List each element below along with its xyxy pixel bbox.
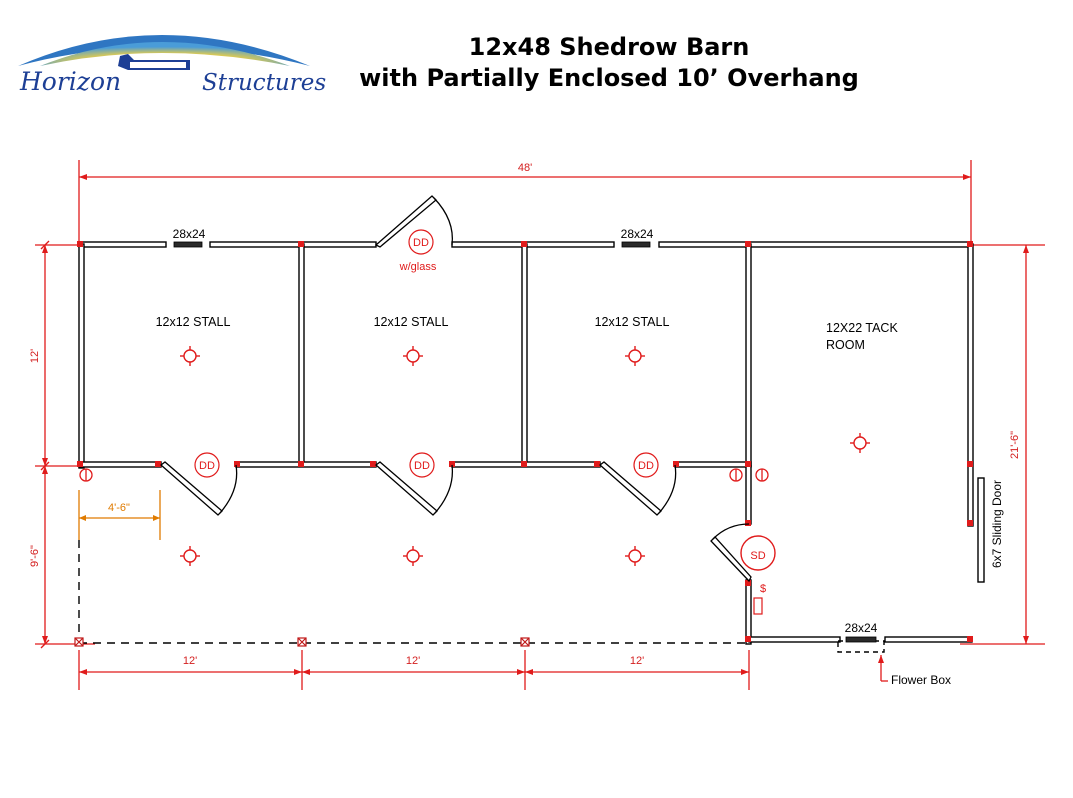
walls [79,242,984,644]
room-label-stall-1: 12x12 STALL [155,315,231,329]
svg-text:w/glass: w/glass [399,261,437,273]
window-top-left [173,227,206,247]
window-tack-bottom [845,621,878,642]
dutch-door-stall-2 [376,453,452,515]
window-top-middle [621,227,654,247]
page-title-line2: with Partially Enclosed 10’ Overhang [359,64,859,92]
room-label-stall-2: 12x12 STALL [373,315,449,329]
overhang-dimension [79,490,160,540]
dim-right-total: 21'-6" [1009,430,1021,460]
single-door-tack [711,524,775,614]
room-label-stall-3: 12x12 STALL [594,315,670,329]
svg-text:SD: SD [750,550,766,562]
svg-text:DD: DD [638,460,654,472]
svg-text:28x24: 28x24 [172,227,206,241]
dimension-arrowheads [42,174,1029,675]
dim-left-upper: 12' [29,348,41,364]
flower-box-note: Flower Box [891,673,952,687]
dutch-door-stall-3 [600,453,676,515]
svg-text:DD: DD [413,237,429,249]
svg-text:28x24: 28x24 [844,621,878,635]
sliding-door-label: 6x7 Sliding Door [990,479,1004,569]
page-title-line1: 12x48 Shedrow Barn [468,33,750,61]
dim-overall-width: 48' [517,162,533,174]
dim-bottom-2: 12' [405,655,421,667]
dim-overhang-gap: 4'-6" [108,502,130,514]
dim-left-lower: 9'-6" [29,545,41,567]
logo-word-horizon: Horizon [20,67,122,96]
dutch-door-stall-1 [161,453,237,515]
dim-bottom-1: 12' [182,655,198,667]
dutch-door-top-glass [376,196,452,273]
dim-bottom-3: 12' [629,655,645,667]
svg-text:28x24: 28x24 [620,227,654,241]
light-switch-symbol: $ [759,583,767,595]
svg-text:DD: DD [199,460,215,472]
logo-word-structures: Structures [202,70,327,96]
outlet-symbol [754,598,762,614]
room-label-tack-line1: 12X22 TACK [826,321,898,335]
posts [75,638,529,646]
company-logo [18,35,326,96]
room-label-tack-line2: ROOM [826,338,865,352]
svg-text:DD: DD [414,460,430,472]
